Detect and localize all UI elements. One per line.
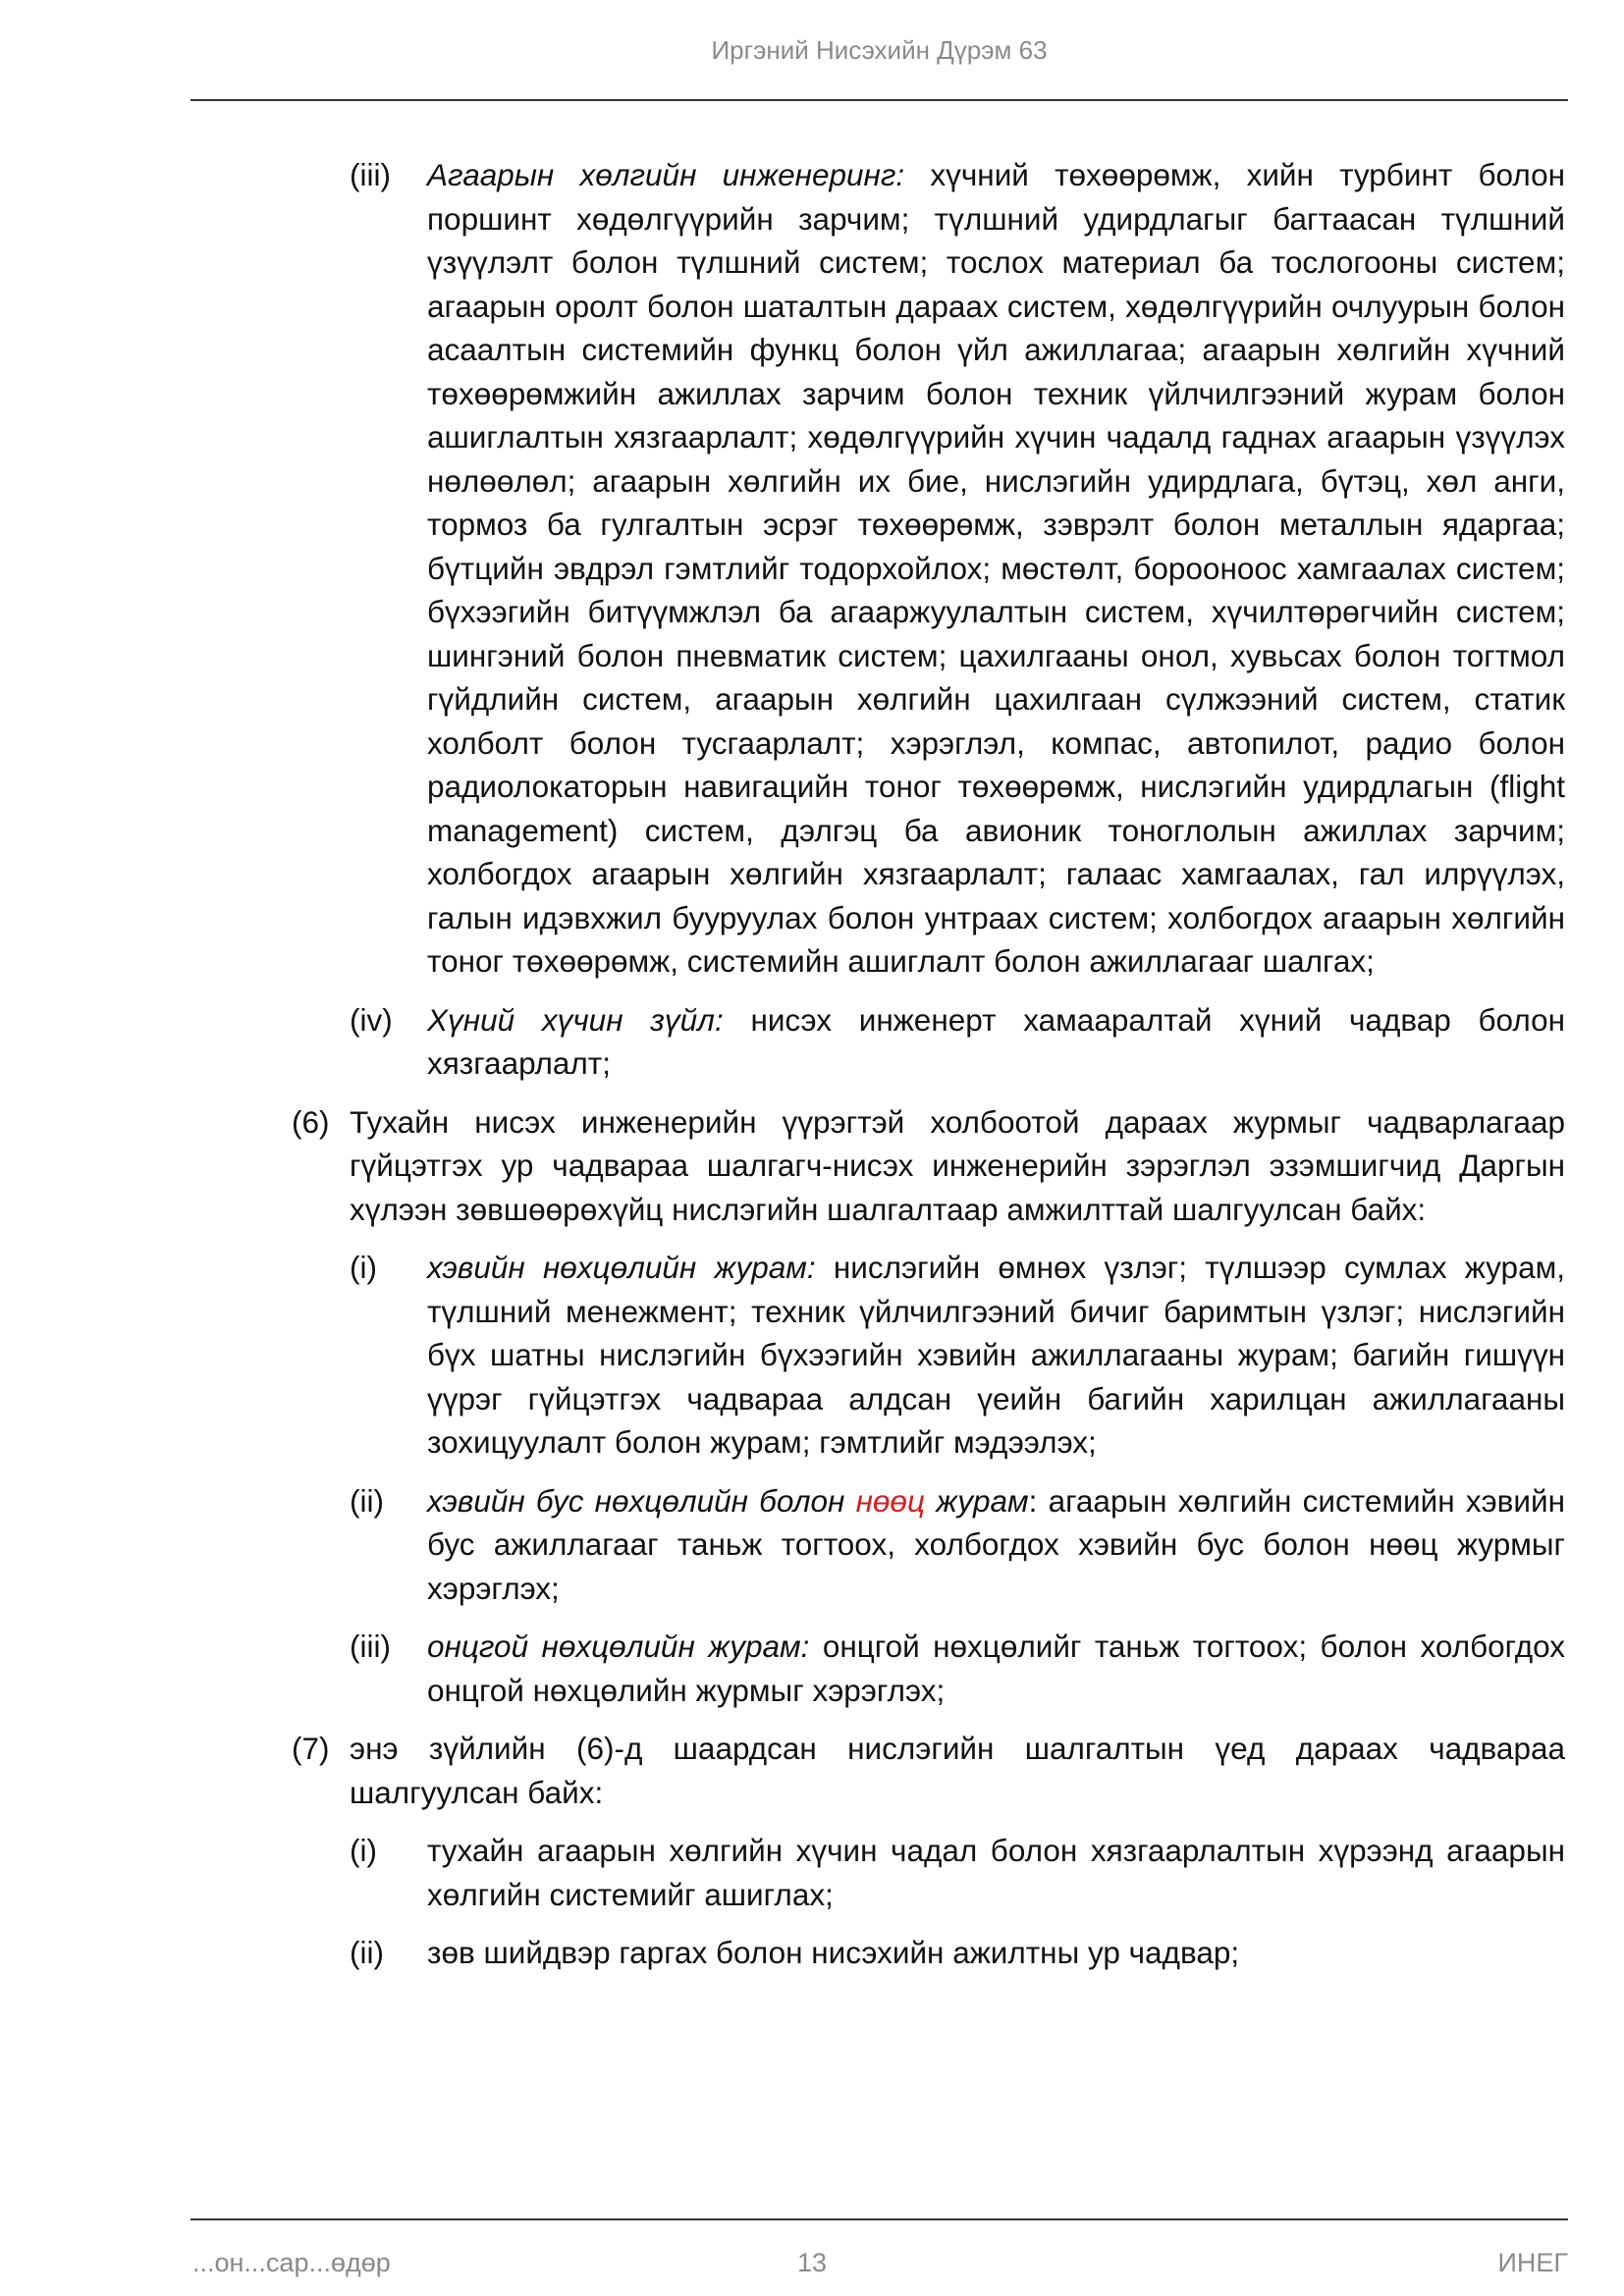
list-item [350,1246,1565,1465]
page-body [0,153,1624,1975]
list-item [292,1727,1565,1814]
item-label: (6) [292,1103,330,1140]
list-item [350,1625,1565,1712]
list-item [350,1931,1565,1975]
item-label: (iii) [350,157,391,192]
header-rule [190,99,1568,101]
item-term: онцгой нөхцөлийн журам: [427,1629,810,1664]
item-text [427,1246,1565,1465]
item-label: (iv) [350,1001,393,1038]
list-item [292,1100,1565,1232]
item-text [427,998,1565,1086]
item-body: нисэх инженерт хамааралтай хүний чадвар болон хязгаарлалт; [427,1001,1565,1081]
item-text [427,1625,1565,1712]
item-text [427,1479,1565,1611]
footer-org: ИНЕГ [1497,2248,1568,2277]
item-label: (i) [350,1833,377,1868]
item-label: (iii) [350,1629,391,1664]
list-item [350,998,1565,1086]
list-item [350,1829,1565,1916]
item-text: зөв шийдвэр гаргах болон нисэхийн ажилтны ур чадвар; [427,1935,1240,1970]
item-text: энэ зүйлийн (6)-д шаардсан нислэгийн шалгалтын үед дараах чадвараа шалгуулсан байх: [350,1731,1565,1810]
item-term: хэвийн бус нөхцөлийн болон [427,1482,856,1519]
item-term-end: журам [924,1482,1029,1519]
item-text: Тухайн нисэх инженерийн үүрэгтэй холбоотой дараах журмыг чадварлагаар гүйцэтгэх ур чадвараа шалгагч-нисэх инженерийн зэрэглэл эзэмшигчид Даргын хүлээн зөвшөөрөхүйц нислэгийн шалгалтаар амжилттай шалгуулсан байх: [350,1103,1565,1227]
page-number: 13 [796,2248,828,2277]
item-term: хэвийн нөхцөлийн журам: [427,1250,816,1285]
item-body: : агаарын хөлгийн системийн хэвийн бус ажиллагааг таньж тогтоох, холбогдох хэвийн бус болон нөөц журмыг хэрэглэх; [427,1482,1565,1606]
item-text [427,153,1565,984]
footer-date: ...он...сар...өдөр [192,2248,391,2277]
item-body: онцгой нөхцөлийг таньж тогтоох; болон холбогдох онцгой нөхцөлийн журмыг хэрэглэх; [427,1629,1566,1708]
item-text: тухайн агаарын хөлгийн хүчин чадал болон хязгаарлалтын хүрээнд агаарын хөлгийн системийг ашиглах; [427,1833,1565,1912]
highlighted-term: нөөц [855,1482,925,1519]
item-label: (7) [292,1731,330,1766]
running-header: Иргэний Нисэхийн Дүрэм 63 [711,35,1048,65]
list-item [350,1479,1565,1611]
footer-rule [190,2218,1568,2220]
item-label: (i) [350,1250,377,1285]
list-item [350,153,1565,984]
item-term: Агаарын хөлгийн инженеринг: [427,157,905,192]
item-label: (ii) [350,1935,384,1970]
item-label: (ii) [350,1482,384,1519]
item-term: Хүний хүчин зүйл: [427,1001,724,1038]
item-body: хүчний төхөөрөмж, хийн турбинт болон поршинт хөдөлгүүрийн зарчим; түлшний удирдлагыг багтаасан түлшний үзүүлэлт болон түлшний систем; тослох материал ба тослогооны систем; агаарын оролт болон шаталтын дараах систем, хөдөлгүүрийн очлуурын болон асаалтын системийн функц болон үйл ажиллагаа; агаарын хөлгийн хүчний төхөөрөмжийн ажиллах зарчим болон техник үйлчилгээний журам болон ашиглалтын хязгаарлалт; хөдөлгүүрийн хүчин чадалд гаднах агаарын үзүүлэх нөлөөлөл; агаарын хөлгийн их бие, нислэгийн удирдлага, бүтэц, хөл анги, тормоз ба гулгалтын эсрэг төхөөрөмж, зэврэлт болон металлын ядаргаа; бүтцийн эвдрэл гэмтлийг тодорхойлох; мөстөлт, бороонoос хамгаалах систем; бүхээгийн битүүмжлэл ба агааржуулалтын систем, хүчилтөрөгчийн систем; шингэний болон пневматик систем; цахилгааны онол, хувьсах болон тогтмол гүйдлийн систем, агаарын хөлгийн цахилгаан сүлжээний систем, статик холболт болон тусгаарлалт; хэрэглэл, компас, автопилот, радио болон радиолокаторын навигацийн тоног төхөөрөмж, нислэгийн удирдлагын (flight management) систем, дэлгэц ба авионик тоноглолын ажиллах зарчим; холбогдох агаарын хөлгийн хязгаарлалт; галаас хамгаалах, гал илрүүлэх, галын идэвхжил бууруулах болон унтраах систем; холбогдох агаарын хөлгийн тоног төхөөрөмж, системийн ашиглалт болон ажиллагааг шалгах; [427,157,1565,979]
item-body: нислэгийн өмнөх үзлэг; түлшээр сумлах журам, түлшний менежмент; техник үйлчилгээний бичиг баримтын үзлэг; нислэгийн бүх шатны нислэгийн бүхээгийн хэвийн ажиллагааны журам; багийн гишүүн үүрэг гүйцэтгэх чадвараа алдсан үеийн багийн харилцан ажиллагааны зохицуулалт болон журам; гэмтлийг мэдээлэх; [427,1250,1565,1460]
